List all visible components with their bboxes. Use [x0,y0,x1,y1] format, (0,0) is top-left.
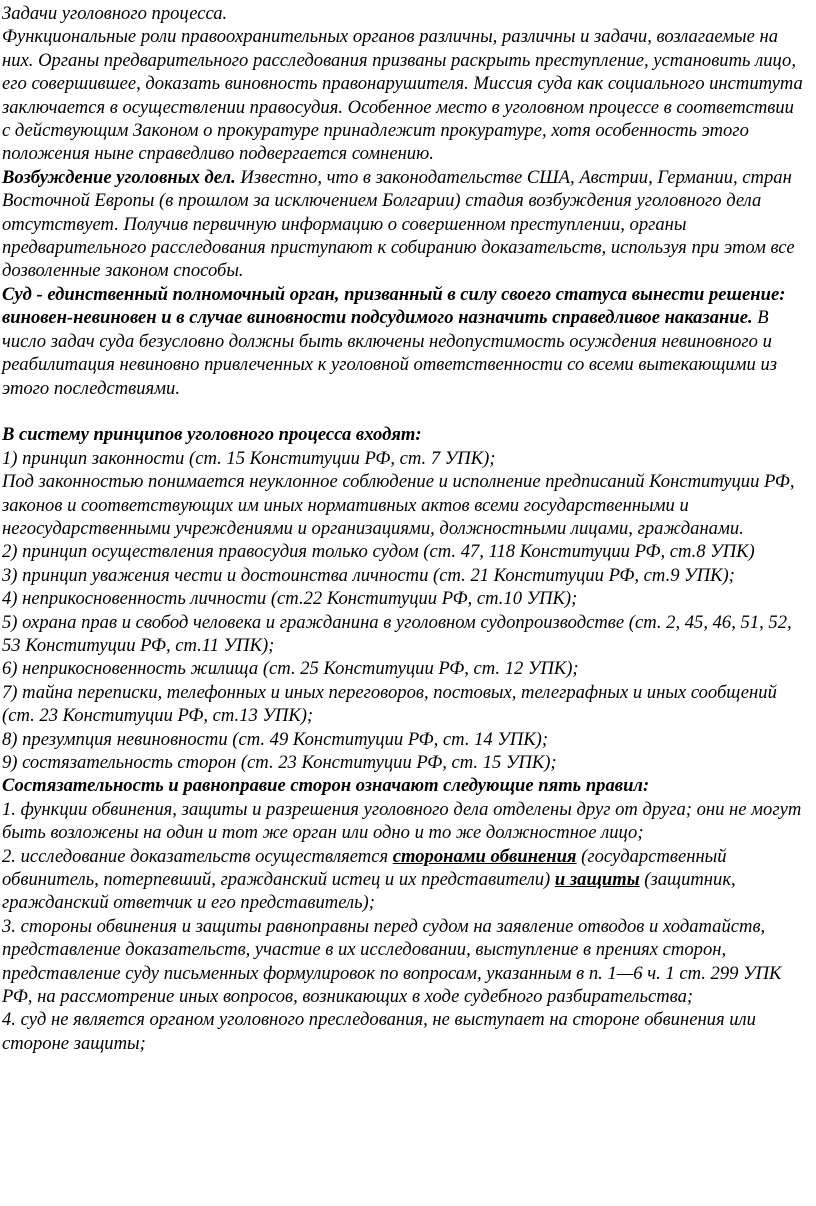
rule-2-part-a: 2. исследование доказательств осуществляется [2,845,393,867]
principle-2: 2) принцип осуществления правосудия только судом (ст. 47, 118 Конституции РФ, ст.8 УПК) [2,541,755,563]
principle-8: 8) презумпция невиновности (ст. 49 Конституции РФ, ст. 14 УПК); [2,728,549,750]
rule-4: 4. суд не является органом уголовного преследования, не выступает на стороне обвинения или стороне защиты; [2,1009,756,1054]
principle-1: 1) принцип законности (ст. 15 Конституции РФ, ст. 7 УПК); [2,447,496,469]
principle-5: 5) охрана прав и свобод человека и гражданина в уголовном судопроизводстве (ст. 2, 45, 46, 51, 52, 53 Конституции РФ, ст.11 УПК); [2,611,792,656]
principles-heading: В систему принципов уголовного процесса входят: [2,424,422,446]
principle-3: 3) принцип уважения чести и достоинства личности (ст. 21 Конституции РФ, ст.9 УПК); [2,564,735,586]
principle-7: 7) тайна переписки, телефонных и иных переговоров, постовых, телеграфных и иных сообщений (ст. 23 Конституции РФ, ст.13 УПК); [2,681,777,727]
court-text: В число задач суда безусловно должны быть включены недопустимость осуждения невиновного и реабилитация невиновно привлеченных к уголовной ответственности со всеми вытекающими из этого последствиями. [2,307,778,399]
initiation-text: Известно, что в законодательстве США, Австрии, Германии, стран Восточной Европы (в прошлом за исключением Болгарии) стадия возбуждения уголовного дела отсутствует. Получив первичную информацию о совершенном преступлении, органы предварительного расследования приступают к собиранию доказательств, используя при этом все дозволенные законом способы. [2,166,795,282]
principle-9: 9) состязательность сторон (ст. 23 Конституции РФ, ст. 15 УПК); [2,751,557,773]
adversarial-heading: Состязательность и равноправие сторон означают следующие пять правил: [2,775,650,797]
rule-2-defense: и защиты [554,869,640,891]
paragraph-initiation [2,166,806,283]
principle-6: 6) неприкосновенность жилища (ст. 25 Конституции РФ, ст. 12 УПК); [2,658,579,680]
paragraph-roles: Функциональные роли правоохранительных органов различны, различны и задачи, возлагаемые на них. Органы предварительного расследования призваны раскрыть преступление, установить лицо, его совершившее, доказать виновность правонарушителя. Миссия суда как социального института заключается в осуществлении правосудия. Особенное место в уголовном процессе в соответствии с действующим Законом о прокуратуре принадлежит прокуратуре, хотя особенность этого положения ныне справедливо подвергается сомнению. [2,26,803,165]
rule-2-part-b: (государственный обвинитель, потерпевший, гражданский истец и их представители) [2,845,727,891]
court-heading: Суд - единственный полномочный орган, призванный в силу своего статуса вынести решение: виновен-невиновен и в случае виновности подсудимого назначить справедливое наказание. [2,283,786,329]
paragraph-court [2,283,806,400]
heading-tasks: Задачи уголовного процесса. [2,3,228,24]
rule-1: 1. функции обвинения, защиты и разрешения уголовного дела отделены друг от друга; они не могут быть возложены на один и тот же орган или одно и то же должностное лицо; [2,798,802,844]
rule-2-part-c: (защитник, гражданский ответчик и его представитель); [2,869,736,914]
initiation-heading: Возбуждение уголовных дел. [2,166,236,188]
rule-3: 3. стороны обвинения и защиты равноправны перед судом на заявление отводов и ходатайств, представление доказательств, участие в их исследовании, выступление в прениях сторон, представление суду письменных формулировок по вопросам, указанным в п. 1—6 ч. 1 ст. 299 УПК РФ, на рассмотрение иных вопросов, возникающих в ходе судебного разбирательства; [2,915,782,1008]
rule-2 [2,845,806,915]
principle-4: 4) неприкосновенность личности (ст.22 Конституции РФ, ст.10 УПК); [2,588,578,610]
blank-line [2,400,806,423]
rule-2-prosecution: сторонами обвинения [392,845,577,867]
legality-definition: Под законностью понимается неуклонное соблюдение и исполнение предписаний Конституции РФ, законов и соответствующих им иных нормативных актов всеми государственными и негосударственными учреждениями и организациями, должностными лицами, гражданами. [2,471,795,539]
